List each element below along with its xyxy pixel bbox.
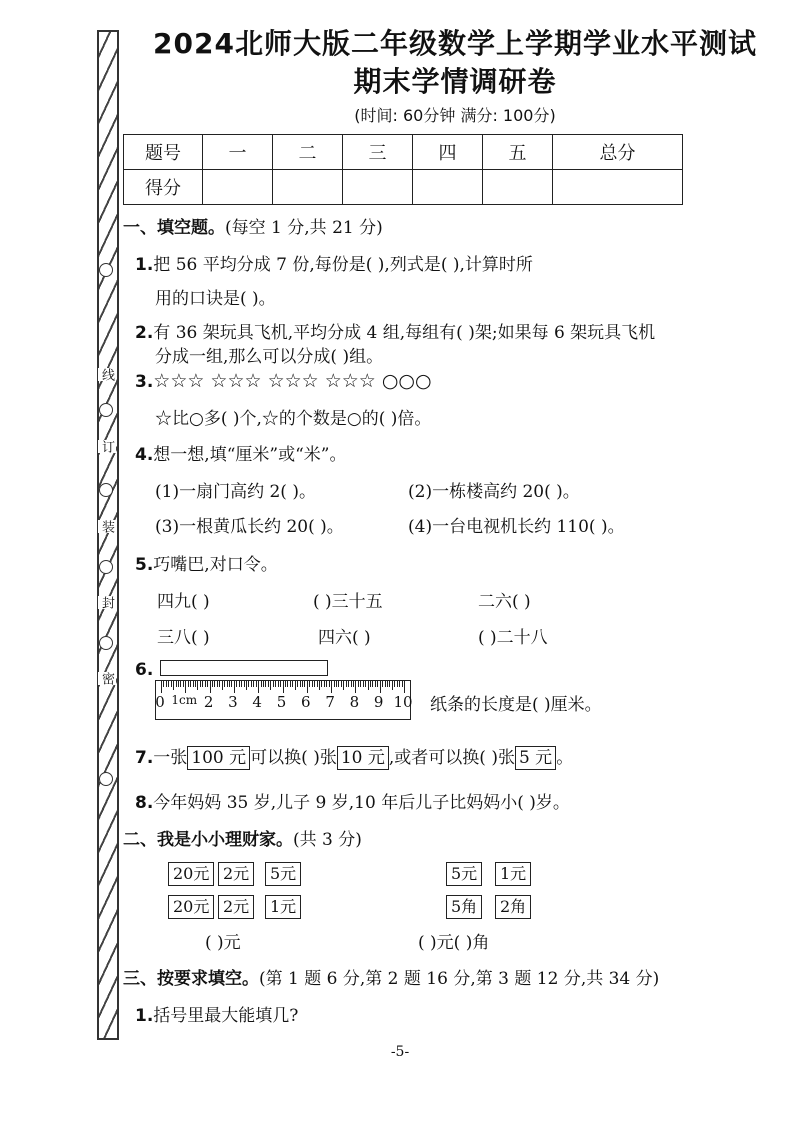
section-1-heading (123, 213, 383, 238)
ruler-tick (207, 681, 208, 687)
ruler-tick (368, 681, 369, 690)
question-text: 有 36 架玩具飞机,平均分成 4 组,每组有( )架;如果每 6 架玩具飞机 (153, 323, 656, 343)
ruler-tick (402, 681, 403, 687)
page-number: -5- (390, 1044, 410, 1060)
question-3-cont: ☆比○多( )个,☆的个数是○的( )倍。 (155, 409, 432, 429)
binding-label: 订 (99, 440, 114, 453)
score-input-cell[interactable] (273, 170, 343, 205)
score-cell: 三 (343, 135, 413, 170)
question-4-item: (3)一根黄瓜长约 20( )。 (155, 517, 344, 537)
score-table (123, 134, 683, 205)
section-title: 三、按要求填空。 (123, 969, 259, 989)
ruler-label: 1cm (171, 693, 198, 707)
question-text: ,或者可以换( )张 (388, 748, 515, 768)
ruler-tick (404, 681, 405, 693)
money-2-yuan: 2元 (218, 895, 254, 919)
ruler-tick (193, 681, 194, 687)
ruler-tick (372, 681, 373, 687)
ruler-tick (244, 681, 245, 687)
ruler-tick (392, 681, 393, 690)
ruler-tick (200, 681, 201, 687)
ruler-tick (185, 681, 186, 693)
ruler-tick (287, 681, 288, 687)
ruler-tick (214, 681, 215, 687)
score-input-cell[interactable] (203, 170, 273, 205)
ruler-tick (227, 681, 228, 687)
ruler-tick (307, 681, 308, 693)
question-3 (135, 370, 432, 392)
section-3-heading (123, 964, 659, 989)
question-7 (135, 743, 573, 770)
ruler-tick (370, 681, 371, 687)
ruler-tick (321, 681, 322, 687)
question-number: 1. (135, 1006, 154, 1026)
binding-label: 密 (99, 672, 114, 685)
binding-label: 装 (99, 520, 114, 533)
ruler-tick (385, 681, 386, 687)
question-text: 括号里最大能填几? (153, 1006, 299, 1026)
question-number: 3. (135, 372, 154, 392)
banknote-100-yuan: 100 元 (187, 746, 250, 770)
ruler-tick (231, 681, 232, 687)
question-4-item: (1)一扇门高约 2( )。 (155, 482, 316, 502)
ruler-tick (331, 681, 332, 693)
ruler-tick (166, 681, 167, 687)
question-5 (135, 550, 278, 575)
ruler-tick (358, 681, 359, 687)
shapes-row: ☆☆☆ ☆☆☆ ☆☆☆ ☆☆☆ ○○○ (153, 370, 432, 392)
ruler-tick (168, 681, 169, 687)
ruler-tick (256, 681, 257, 687)
ruler-tick (202, 681, 203, 687)
question-number: 5. (135, 555, 154, 575)
question-text: 想一想,填“厘米”或“米”。 (153, 445, 347, 465)
ruler-tick (253, 681, 254, 687)
score-input-cell[interactable] (343, 170, 413, 205)
ruler-tick (295, 681, 296, 690)
question-6 (135, 660, 153, 680)
question-1-cont: 用的口诀是( )。 (155, 289, 276, 309)
score-cell: 得分 (124, 170, 203, 205)
money-2-yuan: 2元 (218, 862, 254, 886)
money-20-yuan: 20元 (168, 895, 214, 919)
ruler-tick (248, 681, 249, 687)
ruler-tick (197, 681, 198, 690)
ruler-tick (375, 681, 376, 687)
ruler-tick (397, 681, 398, 687)
question-number: 7. (135, 748, 154, 768)
ruler-tick (389, 681, 390, 687)
ruler-tick (292, 681, 293, 687)
money-5-jiao: 5角 (446, 895, 482, 919)
question-number: 2. (135, 323, 154, 343)
ruler-tick (334, 681, 335, 687)
ruler-tick (205, 681, 206, 687)
ruler-tick (382, 681, 383, 687)
question-5-item: 三八( ) (157, 628, 210, 648)
ruler-tick (399, 681, 400, 687)
money-2-jiao: 2角 (495, 895, 531, 919)
ruler-label: 9 (373, 693, 384, 711)
question-5-item: ( )三十五 (313, 592, 383, 612)
ruler-tick (176, 681, 177, 687)
section-note: (每空 1 分,共 21 分) (225, 218, 383, 238)
banknote-10-yuan: 10 元 (337, 746, 389, 770)
ruler-tick (263, 681, 264, 687)
ruler-tick (212, 681, 213, 687)
exam-meta: (时间: 60分钟 满分: 100分) (354, 106, 556, 125)
ruler-tick (224, 681, 225, 687)
ruler-tick (178, 681, 179, 687)
question-5-item: ( )二十八 (478, 628, 548, 648)
money-left-answer: ( )元 (205, 933, 241, 953)
score-cell: 四 (413, 135, 483, 170)
ruler-tick (270, 681, 271, 690)
ruler-tick (312, 681, 313, 687)
ruler-tick (285, 681, 286, 687)
ruler-tick (351, 681, 352, 687)
question-6-text: 纸条的长度是( )厘米。 (430, 695, 602, 715)
ruler-label: 7 (325, 693, 335, 711)
ruler-tick (265, 681, 266, 687)
ruler-tick (190, 681, 191, 687)
ruler-tick (246, 681, 247, 690)
ruler-tick (171, 681, 172, 687)
question-number: 1. (135, 255, 154, 275)
ruler-tick (161, 681, 162, 693)
question-text: 巧嘴巴,对口令。 (153, 555, 278, 575)
binding-hole (99, 263, 113, 277)
score-input-cell[interactable] (413, 170, 483, 205)
ruler-label: 5 (276, 693, 287, 711)
banknote-5-yuan: 5 元 (515, 746, 556, 770)
ruler-tick (336, 681, 337, 687)
ruler-tick (290, 681, 291, 687)
ruler-tick (222, 681, 223, 690)
binding-hole (99, 772, 113, 786)
ruler-tick (377, 681, 378, 687)
question-text: 可以换( )张 (250, 748, 337, 768)
exam-title: 2024北师大版二年级数学上学期学业水平测试 (153, 27, 757, 60)
ruler-tick (326, 681, 327, 687)
ruler-tick (173, 681, 174, 690)
ruler-tick (210, 681, 211, 693)
score-input-cell[interactable] (483, 170, 553, 205)
money-1-yuan: 1元 (265, 895, 301, 919)
ruler-tick (324, 681, 325, 687)
ruler-tick (219, 681, 220, 687)
money-5-yuan: 5元 (446, 862, 482, 886)
question-4-item: (4)一台电视机长约 110( )。 (408, 517, 625, 537)
score-cell: 二 (273, 135, 343, 170)
ruler-tick (343, 681, 344, 690)
section-title: 二、我是小小理财家。 (123, 830, 293, 850)
binding-hole (99, 403, 113, 417)
score-table-score-row (124, 170, 683, 205)
question-text: 今年妈妈 35 岁,儿子 9 岁,10 年后儿子比妈妈小( )岁。 (153, 793, 570, 813)
question-4 (135, 440, 346, 465)
ruler-tick (283, 681, 284, 693)
money-20-yuan: 20元 (168, 862, 214, 886)
score-cell: 总分 (553, 135, 683, 170)
ruler-tick (363, 681, 364, 687)
ruler-tick (241, 681, 242, 687)
section-title: 一、填空题。 (123, 218, 225, 238)
question-2-cont: 分成一组,那么可以分成( )组。 (155, 347, 384, 367)
question-number: 6. (135, 660, 154, 680)
ruler-tick (234, 681, 235, 693)
ruler-tick (280, 681, 281, 687)
ruler-tick (394, 681, 395, 687)
ruler-tick (258, 681, 259, 693)
ruler-tick (251, 681, 252, 687)
ruler-tick (183, 681, 184, 687)
binding-hole (99, 560, 113, 574)
ruler-tick (261, 681, 262, 687)
score-table-header-row (124, 135, 683, 170)
ruler-tick (275, 681, 276, 687)
money-right-answer: ( )元( )角 (418, 933, 490, 953)
question-8 (135, 788, 570, 813)
section-2-heading (123, 825, 362, 850)
score-cell: 题号 (124, 135, 203, 170)
question-text: 一张 (153, 748, 188, 768)
ruler-tick (355, 681, 356, 693)
ruler-tick (348, 681, 349, 687)
ruler-tick (380, 681, 381, 693)
ruler-tick (302, 681, 303, 687)
section-note: (共 3 分) (293, 830, 362, 850)
ruler-tick (319, 681, 320, 690)
ruler-tick (236, 681, 237, 687)
question-1 (135, 250, 533, 275)
ruler-tick (278, 681, 279, 687)
money-1-yuan: 1元 (495, 862, 531, 886)
ruler-tick (195, 681, 196, 687)
question-2 (135, 318, 655, 343)
score-cell: 五 (483, 135, 553, 170)
ruler-tick (297, 681, 298, 687)
paper-strip (160, 660, 328, 676)
binding-margin (97, 30, 119, 1040)
section-3-question-1 (135, 1001, 298, 1026)
ruler-tick (229, 681, 230, 687)
ruler-tick (300, 681, 301, 687)
ruler-tick (188, 681, 189, 687)
question-4-item: (2)一栋楼高约 20( )。 (408, 482, 580, 502)
ruler-tick (304, 681, 305, 687)
ruler-label: 8 (349, 693, 360, 711)
question-text: 。 (556, 748, 574, 768)
ruler-tick (317, 681, 318, 687)
money-5-yuan: 5元 (265, 862, 301, 886)
ruler-tick (360, 681, 361, 687)
question-5-item: 四九( ) (157, 592, 210, 612)
ruler-tick (346, 681, 347, 687)
exam-title-line2: 期末学情调研卷 (353, 65, 557, 98)
ruler-label: 3 (228, 693, 238, 711)
question-number: 8. (135, 793, 154, 813)
ruler-label: 10 (393, 693, 413, 711)
question-5-item: 二六( ) (478, 592, 531, 612)
ruler-tick (314, 681, 315, 687)
ruler-tick (329, 681, 330, 687)
ruler-tick (387, 681, 388, 687)
ruler-tick (365, 681, 366, 687)
ruler-label: 0 (155, 693, 165, 711)
ruler-tick (338, 681, 339, 687)
ruler-tick (341, 681, 342, 687)
ruler-label: 4 (252, 693, 262, 711)
binding-hole (99, 483, 113, 497)
question-text: 把 56 平均分成 7 份,每份是( ),列式是( ),计算时所 (153, 255, 533, 275)
ruler-tick (273, 681, 274, 687)
ruler-label: 2 (203, 693, 214, 711)
ruler-tick (217, 681, 218, 687)
question-5-item: 四六( ) (318, 628, 371, 648)
ruler-tick (309, 681, 310, 687)
ruler-tick (180, 681, 181, 687)
ruler-tick (268, 681, 269, 687)
ruler-tick (163, 681, 164, 687)
score-input-cell[interactable] (553, 170, 683, 205)
ruler-label: 6 (301, 693, 311, 711)
binding-hole (99, 636, 113, 650)
question-number: 4. (135, 445, 154, 465)
binding-label: 线 (99, 368, 114, 381)
ruler-tick (239, 681, 240, 687)
ruler-tick (353, 681, 354, 687)
binding-label: 封 (99, 596, 114, 609)
score-cell: 一 (203, 135, 273, 170)
section-note: (第 1 题 6 分,第 2 题 16 分,第 3 题 12 分,共 34 分) (259, 969, 660, 989)
